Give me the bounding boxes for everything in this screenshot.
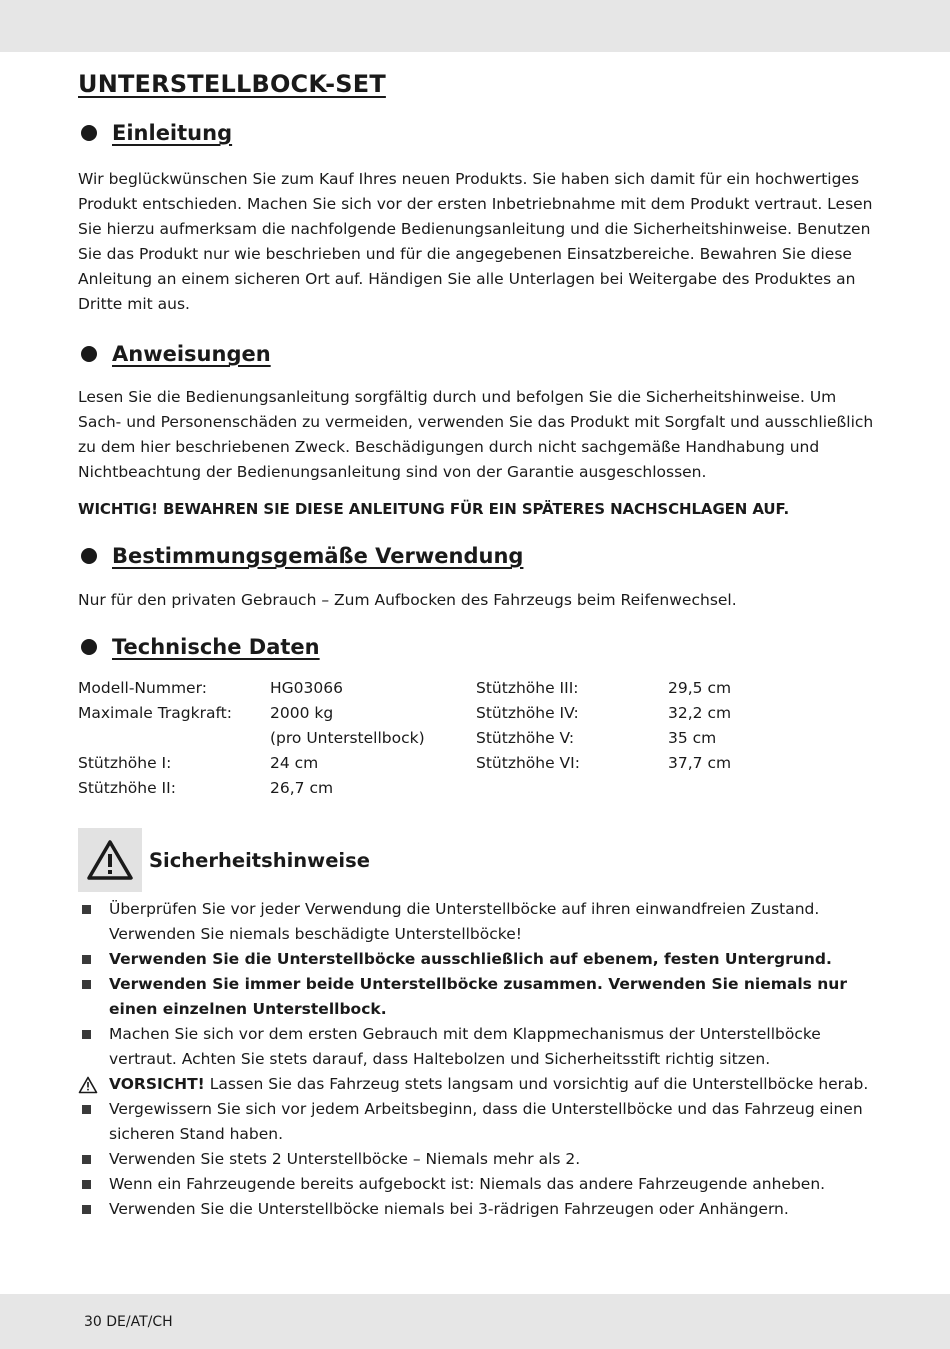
safety-title: Sicherheitshinweise (149, 848, 370, 872)
spec-label: Stützhöhe II: (78, 779, 176, 797)
bullet-icon (81, 639, 97, 655)
safety-item: Verwenden Sie immer beide Unterstellböcke zusammen. Verwenden Sie niemals nur einen einzelnen Unterstellbock. (78, 972, 878, 1022)
square-bullet-icon (82, 905, 91, 914)
square-bullet-icon (82, 1030, 91, 1039)
spec-value: 32,2 cm (668, 704, 732, 722)
warning-triangle-icon (78, 828, 142, 892)
spec-label: Stützhöhe I: (78, 754, 172, 772)
square-bullet-icon (82, 1105, 91, 1114)
bullet-icon (81, 548, 97, 564)
safety-item: Vergewissern Sie sich vor jedem Arbeitsbeginn, dass die Unterstellböcke und das Fahrzeug einen sicheren Stand haben. (78, 1097, 878, 1147)
safety-list (78, 897, 878, 1222)
safety-item-warning: VORSICHT! Lassen Sie das Fahrzeug stets langsam und vorsichtig auf die Unterstellböcke herab. (78, 1072, 878, 1097)
safety-header (78, 828, 878, 892)
page-footer (84, 1314, 173, 1330)
spec-value: 24 cm (270, 754, 319, 772)
spec-value: 29,5 cm (668, 679, 732, 697)
safety-item: Überprüfen Sie vor jeder Verwendung die Unterstellböcke auf ihren einwandfreien Zustand. Verwenden Sie niemals beschädigte Unterstellböcke! (78, 897, 878, 947)
document-title: UNTERSTELLBOCK-SET (78, 70, 386, 98)
spec-value: 35 cm (668, 729, 717, 747)
tech-data-table (78, 676, 878, 801)
spec-label: Modell-Nummer: (78, 679, 207, 697)
important-notice: WICHTIG! BEWAHREN SIE DIESE ANLEITUNG FÜR EIN SPÄTERES NACHSCHLAGEN AUF. (78, 500, 790, 518)
heading-technische-daten: Technische Daten (78, 635, 878, 659)
spec-label: Stützhöhe V: (476, 729, 575, 747)
square-bullet-icon (82, 1180, 91, 1189)
verwendung-text: Nur für den privaten Gebrauch – Zum Aufbocken des Fahrzeugs beim Reifenwechsel. (78, 591, 737, 609)
anweisungen-text: Lesen Sie die Bedienungsanleitung sorgfältig durch und befolgen Sie die Sicherheitshinweise. Um Sach- und Personenschäden zu vermeiden, verwenden Sie das Produkt mit Sorgfalt und ausschließlich zu dem hier beschriebenen Zweck. Beschädigungen durch nicht sachgemäße Handhabung und Nichtbeachtung der Bedienungsanleitung sind von der Garantie ausgeschlossen. (78, 388, 874, 481)
safety-item: Wenn ein Fahrzeugende bereits aufgebockt ist: Niemals das andere Fahrzeugende anheben. (78, 1172, 878, 1197)
square-bullet-icon (82, 955, 91, 964)
bullet-icon (81, 346, 97, 362)
spec-value: 37,7 cm (668, 754, 732, 772)
locale-label: DE/AT/CH (106, 1314, 173, 1330)
spec-value: 2000 kg (270, 704, 334, 722)
spec-label: Stützhöhe IV: (476, 704, 579, 722)
safety-item: Verwenden Sie die Unterstellböcke ausschließlich auf ebenem, festen Untergrund. (78, 947, 878, 972)
square-bullet-icon (82, 1205, 91, 1214)
square-bullet-icon (82, 1155, 91, 1164)
safety-item: Verwenden Sie stets 2 Unterstellböcke – Niemals mehr als 2. (78, 1147, 878, 1172)
safety-item: Machen Sie sich vor dem ersten Gebrauch mit dem Klappmechanismus der Unterstellböcke vertraut. Achten Sie stets darauf, dass Haltebolzen und Sicherheitsstift richtig sitzen. (78, 1022, 878, 1072)
bullet-icon (81, 125, 97, 141)
heading-anweisungen: Anweisungen (78, 342, 878, 366)
einleitung-text: Wir beglückwünschen Sie zum Kauf Ihres neuen Produkts. Sie haben sich damit für ein hochwertiges Produkt entschieden. Machen Sie sich vor der ersten Inbetriebnahme mit dem Produkt vertraut. Lesen Sie hierzu aufmerksam die nachfolgende Bedienungsanleitung und die Sicherheitshinweise. Benutzen Sie das Produkt nur wie beschrieben und für die angegebenen Einsatzbereiche. Bewahren Sie diese Anleitung an einem sicheren Ort auf. Händigen Sie alle Unterlagen bei Weitergabe des Produktes an Dritte mit aus. (78, 170, 873, 313)
heading-verwendung: Bestimmungsgemäße Verwendung (78, 544, 878, 568)
page-number: 30 (84, 1314, 102, 1330)
square-bullet-icon (82, 980, 91, 989)
safety-item: Verwenden Sie die Unterstellböcke niemals bei 3-rädrigen Fahrzeugen oder Anhängern. (78, 1197, 878, 1222)
spec-value: HG03066 (270, 679, 343, 697)
spec-value: 26,7 cm (270, 779, 334, 797)
spec-label: Stützhöhe III: (476, 679, 579, 697)
top-bar (0, 0, 950, 52)
heading-einleitung: Einleitung (78, 121, 878, 145)
spec-label: Stützhöhe VI: (476, 754, 580, 772)
caution-label: VORSICHT! (109, 1075, 205, 1093)
page-content (78, 70, 878, 1222)
spec-label: Maximale Tragkraft: (78, 704, 232, 722)
spec-value: (pro Unterstellbock) (270, 729, 425, 747)
